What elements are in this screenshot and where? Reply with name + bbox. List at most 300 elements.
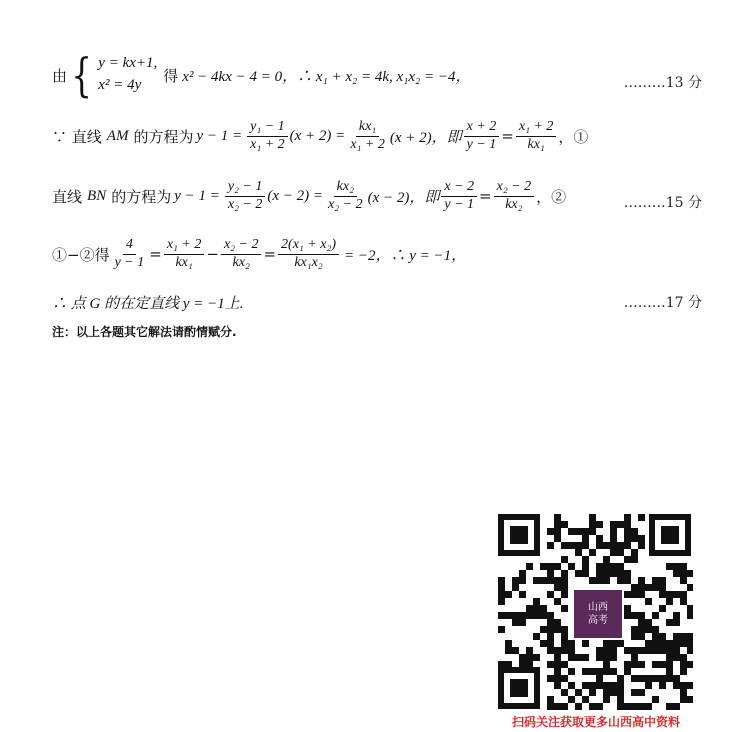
- qr-module: [624, 661, 631, 668]
- qr-module: [575, 570, 582, 577]
- qr-module: [547, 612, 554, 619]
- qr-module: [603, 682, 610, 689]
- qr-module: [554, 584, 561, 591]
- qr-module: [610, 549, 617, 556]
- qr-module: [617, 689, 624, 696]
- qr-module: [687, 661, 693, 668]
- qr-module: [673, 682, 680, 689]
- qr-module: [624, 514, 631, 521]
- qr-module: [631, 612, 638, 619]
- qr-module: [582, 570, 589, 577]
- qr-module: [638, 514, 645, 521]
- equation-system: [67, 48, 158, 102]
- qr-module: [638, 619, 645, 626]
- qr-module: [666, 647, 673, 654]
- score-13: ………13 分: [623, 75, 702, 91]
- qr-module: [540, 605, 547, 612]
- step3-line: [52, 180, 566, 212]
- qr-module: [673, 619, 680, 626]
- qr-module: [526, 605, 533, 612]
- qr-module: [589, 521, 596, 528]
- qr-module: [610, 570, 617, 577]
- qr-module: [582, 556, 589, 563]
- qr-module: [561, 556, 568, 563]
- qr-module: [680, 563, 687, 570]
- qr-module: [554, 682, 561, 689]
- qr-module: [554, 521, 561, 528]
- fraction: $\frac{\text{x₂ − 2}}{\text{kx₂}}$: [494, 180, 535, 212]
- step3-eq: =: [479, 187, 492, 206]
- qr-module: [554, 577, 561, 584]
- qr-module: [652, 612, 659, 619]
- qr-logo: [572, 588, 624, 640]
- qr-module: [631, 675, 638, 682]
- qr-module: [680, 689, 687, 696]
- qr-module: [624, 703, 631, 710]
- qr-module: [617, 675, 624, 682]
- qr-module: [624, 591, 631, 598]
- qr-module: [659, 577, 666, 584]
- qr-module: [589, 549, 596, 556]
- qr-module: [652, 584, 659, 591]
- qr-module: [610, 542, 617, 549]
- qr-module: [680, 577, 687, 584]
- qr-module: [687, 612, 693, 619]
- qr-module: [617, 549, 624, 556]
- qr-module: [666, 598, 673, 605]
- brace-symbol: {: [71, 48, 92, 102]
- qr-module: [519, 661, 526, 668]
- qr-module: [505, 661, 512, 668]
- qr-module: [624, 542, 631, 549]
- qr-module: [505, 647, 512, 654]
- qr-module: [547, 619, 554, 626]
- qr-module: [540, 577, 547, 584]
- qr-module: [512, 619, 519, 626]
- qr-module: [498, 591, 505, 598]
- qr-module: [638, 703, 645, 710]
- qr-module: [547, 570, 554, 577]
- step3-lhs: y − 1 =: [174, 187, 220, 204]
- qr-module: [624, 521, 631, 528]
- qr-module: [498, 577, 505, 584]
- qr-module: [610, 689, 617, 696]
- step4-minus: −: [206, 245, 219, 264]
- grading-note: 注：以上各题其它解法请酌情赋分.: [52, 325, 237, 339]
- qr-module: [603, 556, 610, 563]
- step4-tail: = −2，∴ y = −1，: [343, 247, 467, 264]
- qr-module: [561, 584, 568, 591]
- qr-module: [610, 647, 617, 654]
- qr-module: [631, 528, 638, 535]
- qr-module: [512, 577, 519, 584]
- qr-module: [596, 535, 603, 542]
- qr-module: [533, 612, 540, 619]
- qr-module: [575, 542, 582, 549]
- qr-module: [554, 668, 561, 675]
- qr-module: [554, 619, 561, 626]
- qr-module: [547, 661, 554, 668]
- qr-module: [603, 640, 610, 647]
- qr-module: [582, 654, 589, 661]
- qr-module: [673, 703, 680, 710]
- qr-module: [645, 675, 652, 682]
- qr-module: [554, 598, 561, 605]
- qr-module: [666, 563, 673, 570]
- qr-module: [680, 661, 687, 668]
- qr-module: [561, 647, 568, 654]
- qr-module: [638, 626, 645, 633]
- qr-module: [652, 661, 659, 668]
- qr-module: [603, 570, 610, 577]
- qr-module: [638, 542, 645, 549]
- qr-module: [568, 668, 575, 675]
- qr-module: [540, 626, 547, 633]
- qr-module: [603, 696, 610, 703]
- qr-module: [659, 661, 666, 668]
- qr-module: [512, 647, 519, 654]
- qr-module: [680, 591, 687, 598]
- qr-module: [624, 556, 631, 563]
- qr-module: [533, 577, 540, 584]
- qr-module: [582, 535, 589, 542]
- qr-module: [498, 661, 505, 668]
- qr-module: [638, 689, 645, 696]
- system-eq2: x² = 4y: [98, 77, 142, 93]
- qr-module: [673, 563, 680, 570]
- qr-module: [533, 598, 540, 605]
- qr-module: [561, 570, 568, 577]
- qr-module: [603, 689, 610, 696]
- qr-module: [666, 675, 673, 682]
- qr-module: [638, 675, 645, 682]
- qr-module: [631, 633, 638, 640]
- qr-module: [526, 647, 533, 654]
- qr-module: [568, 654, 575, 661]
- qr-module: [610, 640, 617, 647]
- qr-module: [512, 584, 519, 591]
- qr-module: [617, 682, 624, 689]
- qr-module: [666, 703, 673, 710]
- qr-module: [561, 542, 568, 549]
- qr-module: [589, 528, 596, 535]
- qr-module: [624, 605, 631, 612]
- qr-module: [505, 640, 512, 647]
- qr-module: [582, 563, 589, 570]
- qr-module: [652, 696, 659, 703]
- qr-module: [673, 612, 680, 619]
- qr-module: [624, 612, 631, 619]
- qr-module: [575, 549, 582, 556]
- qr-module: [631, 584, 638, 591]
- qr-logo-line1: 山西: [588, 602, 608, 613]
- step3-lead: 直线: [52, 187, 83, 206]
- qr-module: [652, 675, 659, 682]
- fraction: $\frac{x + 2}{y - 1}$: [464, 120, 500, 152]
- fraction: $\frac{\text{y₂ − 1}}{\text{x₂ − 2}}$: [225, 180, 266, 212]
- step2-eq: =: [501, 127, 514, 146]
- qr-module: [659, 605, 666, 612]
- qr-module: [680, 633, 687, 640]
- qr-module: [610, 535, 617, 542]
- qr-module: [589, 577, 596, 584]
- step2-tail: ，①: [558, 127, 589, 146]
- fraction: $\frac{\text{x₁ + 2}}{\text{kx₁}}$: [516, 120, 557, 152]
- qr-module: [547, 577, 554, 584]
- step4-eq1: =: [149, 245, 162, 264]
- qr-module: [645, 640, 652, 647]
- qr-module: [568, 563, 575, 570]
- step2-mid: 的方程为: [133, 127, 194, 146]
- qr-module: [617, 563, 624, 570]
- qr-module: [631, 556, 638, 563]
- qr-module: [589, 689, 596, 696]
- qr-code[interactable]: [496, 512, 693, 711]
- qr-module: [533, 633, 540, 640]
- qr-module: [547, 542, 554, 549]
- qr-module: [519, 612, 526, 619]
- qr-module: [533, 654, 540, 661]
- qr-module: [603, 563, 610, 570]
- qr-module: [540, 640, 547, 647]
- qr-module: [554, 563, 561, 570]
- qr-module: [575, 703, 582, 710]
- qr-module: [638, 647, 645, 654]
- qr-module: [519, 619, 526, 626]
- qr-module: [666, 668, 673, 675]
- qr-module: [666, 619, 673, 626]
- qr-module: [596, 521, 603, 528]
- qr-module: [547, 696, 554, 703]
- qr-module: [596, 668, 603, 675]
- qr-module: [547, 591, 554, 598]
- qr-module: [659, 647, 666, 654]
- fraction: $\frac{\text{kx₂}}{\text{x₂ − 2}}$: [328, 179, 363, 212]
- fraction: $\frac{x - 2}{y - 1}$: [441, 180, 477, 212]
- qr-module: [624, 528, 631, 535]
- qr-module: [568, 542, 575, 549]
- qr-module: [645, 619, 652, 626]
- step5-line: [52, 292, 244, 313]
- qr-module: [568, 647, 575, 654]
- qr-module: [596, 654, 603, 661]
- qr-module: [687, 570, 693, 577]
- step2-p1: (x + 2) =: [289, 127, 346, 144]
- qr-module: [617, 577, 624, 584]
- qr-module: [610, 668, 617, 675]
- step5-text: ∴ 点 G 的在定直线 y = −1上.: [52, 296, 244, 312]
- qr-module: [596, 682, 603, 689]
- qr-module: [638, 584, 645, 591]
- qr-module: [652, 577, 659, 584]
- qr-module: [624, 570, 631, 577]
- qr-module: [603, 654, 610, 661]
- score-15: ………15 分: [623, 195, 702, 211]
- qr-module: [561, 675, 568, 682]
- qr-module: [568, 696, 575, 703]
- qr-module: [547, 647, 554, 654]
- qr-logo-line2: 高考: [588, 615, 608, 626]
- qr-module: [610, 654, 617, 661]
- qr-module: [526, 661, 533, 668]
- qr-module: [631, 654, 638, 661]
- qr-module: [547, 675, 554, 682]
- qr-module: [680, 696, 687, 703]
- qr-module: [519, 591, 526, 598]
- qr-module: [596, 647, 603, 654]
- qr-module: [687, 605, 693, 612]
- qr-module: [617, 542, 624, 549]
- qr-module: [505, 591, 512, 598]
- qr-module: [547, 563, 554, 570]
- qr-module: [519, 654, 526, 661]
- qr-module: [687, 682, 693, 689]
- qr-module: [561, 626, 568, 633]
- qr-module: [659, 682, 666, 689]
- qr-module: [512, 612, 519, 619]
- qr-module: [603, 668, 610, 675]
- qr-module: [617, 640, 624, 647]
- qr-module: [638, 661, 645, 668]
- qr-module: [498, 598, 505, 605]
- qr-module: [659, 633, 666, 640]
- qr-module: [687, 647, 693, 654]
- qr-module: [554, 661, 561, 668]
- fraction: $\frac{\text{kx₁}}{\text{x₁ + 2}}$: [350, 119, 385, 152]
- qr-module: [610, 521, 617, 528]
- qr-module: [568, 528, 575, 535]
- qr-module: [624, 668, 631, 675]
- qr-module: [554, 675, 561, 682]
- fraction: $\frac{\text{x₁ + 2}}{\text{kx₁}}$: [164, 238, 205, 270]
- qr-module: [659, 640, 666, 647]
- qr-module: [554, 647, 561, 654]
- qr-module: [631, 703, 638, 710]
- qr-module: [652, 633, 659, 640]
- qr-module: [554, 703, 561, 710]
- qr-module: [589, 514, 596, 521]
- qr-module: [617, 521, 624, 528]
- qr-module: [603, 542, 610, 549]
- qr-module: [638, 535, 645, 542]
- qr-module: [610, 528, 617, 535]
- qr-module: [596, 675, 603, 682]
- qr-module: [680, 668, 687, 675]
- fraction: $\frac{4}{y - 1}$: [114, 237, 145, 270]
- step1-de: 得: [163, 66, 179, 85]
- qr-module: [561, 605, 568, 612]
- qr-module: [673, 591, 680, 598]
- qr-module: [673, 654, 680, 661]
- step2-p2: (x + 2)，即: [389, 129, 462, 146]
- fraction: $\frac{\text{2(x₁ + x₂)}}{\text{kx₁x₂}}$: [278, 238, 339, 270]
- qr-module: [645, 682, 652, 689]
- qr-module: [582, 528, 589, 535]
- score-17: ………17 分: [623, 295, 702, 311]
- qr-module: [638, 577, 645, 584]
- qr-module: [666, 640, 673, 647]
- qr-module: [540, 612, 547, 619]
- qr-module: [561, 640, 568, 647]
- system-eq1: y = kx+1,: [98, 55, 158, 72]
- qr-module: [680, 654, 687, 661]
- qr-module: [561, 633, 568, 640]
- line-bn: BN: [87, 187, 107, 204]
- qr-module: [596, 703, 603, 710]
- line-am: AM: [106, 127, 129, 144]
- qr-module: [638, 591, 645, 598]
- qr-module: [596, 577, 603, 584]
- step3-p2: (x − 2)，即: [367, 189, 440, 206]
- step3-p1: (x − 2) =: [267, 187, 324, 204]
- step4-eq2: =: [263, 245, 277, 264]
- qr-module: [673, 647, 680, 654]
- qr-module: [673, 675, 680, 682]
- qr-module: [666, 591, 673, 598]
- step1-you: 由: [52, 66, 68, 85]
- qr-module: [547, 703, 554, 710]
- qr-module: [582, 682, 589, 689]
- qr-module: [624, 577, 631, 584]
- qr-module: [561, 577, 568, 584]
- qr-module: [652, 640, 659, 647]
- qr-module: [680, 682, 687, 689]
- qr-module: [505, 612, 512, 619]
- qr-module: [673, 570, 680, 577]
- qr-module: [631, 535, 638, 542]
- qr-module: [582, 542, 589, 549]
- qr-module: [603, 661, 610, 668]
- qr-module: [631, 689, 638, 696]
- qr-module: [603, 647, 610, 654]
- qr-module: [645, 598, 652, 605]
- qr-module: [680, 640, 687, 647]
- qr-module: [603, 577, 610, 584]
- qr-module: [498, 584, 505, 591]
- qr-module: [526, 563, 533, 570]
- qr-module: [596, 570, 603, 577]
- qr-module: [659, 675, 666, 682]
- step2-line: [52, 120, 588, 152]
- step3-mid: 的方程为: [111, 187, 172, 206]
- qr-module: [561, 521, 568, 528]
- qr-module: [547, 633, 554, 640]
- qr-module: [666, 661, 673, 668]
- qr-module: [498, 626, 505, 633]
- qr-module: [526, 612, 533, 619]
- qr-module: [617, 570, 624, 577]
- qr-caption: 扫码关注获取更多山西高中资料: [511, 715, 680, 729]
- qr-module: [561, 703, 568, 710]
- qr-module: [687, 640, 693, 647]
- qr-module: [582, 640, 589, 647]
- qr-module: [554, 654, 561, 661]
- qr-module: [666, 654, 673, 661]
- qr-module: [645, 584, 652, 591]
- qr-module: [680, 598, 687, 605]
- qr-module: [673, 633, 680, 640]
- qr-module: [519, 577, 526, 584]
- qr-module: [631, 549, 638, 556]
- qr-module: [589, 668, 596, 675]
- qr-module: [631, 661, 638, 668]
- qr-module: [610, 563, 617, 570]
- qr-module: [575, 654, 582, 661]
- step3-tail: ，②: [536, 187, 567, 206]
- qr-module: [575, 689, 582, 696]
- qr-module: [687, 584, 693, 591]
- qr-module: [561, 661, 568, 668]
